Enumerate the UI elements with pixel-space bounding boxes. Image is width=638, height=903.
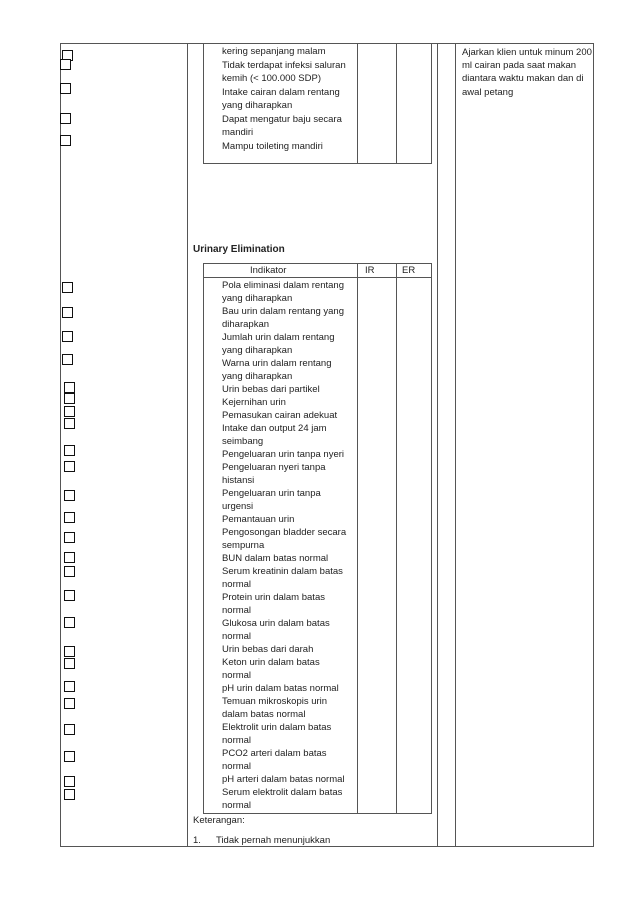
top-line: mandiri <box>222 127 254 138</box>
indicator-line-2: normal <box>222 670 252 681</box>
indicator-line-2: normal <box>222 631 252 642</box>
indicator-row <box>222 773 357 786</box>
indicator-line-2: yang diharapkan <box>222 293 293 304</box>
intervention-text: Ajarkan klien untuk minum 200 ml cairan pada saat makan diantara waktu makan dan di awal petang <box>462 47 592 98</box>
checkbox[interactable] <box>62 307 73 318</box>
indicator-line-1: Keton urin dalam batas <box>222 657 320 668</box>
indicator-line-1: Pemantauan urin <box>222 514 295 525</box>
indicator-row <box>222 565 357 591</box>
top-ir-column <box>357 43 358 164</box>
checkbox[interactable] <box>64 751 75 762</box>
indicator-row <box>222 331 357 357</box>
notes-item-number: 1. <box>193 835 201 846</box>
header-ir: IR <box>365 265 375 276</box>
indicator-line-2: diharapkan <box>222 319 270 330</box>
indicator-line-2: normal <box>222 605 252 616</box>
indicator-line-1: Elektrolit urin dalam batas <box>222 722 332 733</box>
indicator-line-1: Pengeluaran urin tanpa nyeri <box>222 449 345 460</box>
indicator-line-1: Glukosa urin dalam batas <box>222 618 330 629</box>
indicator-row <box>222 643 357 656</box>
urinary-ir-column <box>357 263 358 814</box>
checkbox[interactable] <box>62 282 73 293</box>
checkbox[interactable] <box>64 393 75 404</box>
indicator-line-1: Urin bebas dari partikel <box>222 384 320 395</box>
column-divider-1 <box>187 43 188 847</box>
checkbox[interactable] <box>64 681 75 692</box>
section-title: Urinary Elimination <box>193 244 285 255</box>
top-line: Dapat mengatur baju secara <box>222 113 342 125</box>
checkbox[interactable] <box>64 698 75 709</box>
indicator-line-2: seimbang <box>222 436 264 447</box>
checkbox[interactable] <box>60 135 71 146</box>
indicator-line-1: Pengeluaran nyeri tanpa <box>222 462 326 473</box>
indicator-row <box>222 721 357 747</box>
indicator-row <box>222 422 357 448</box>
indicator-line-1: Pola eliminasi dalam rentang <box>222 280 344 291</box>
indicator-row <box>222 305 357 331</box>
indicator-line-2: sempurna <box>222 540 265 551</box>
indicator-line-1: Pengeluaran urin tanpa <box>222 488 321 499</box>
top-line: Intake cairan dalam rentang <box>222 86 340 98</box>
indicator-row <box>222 279 357 305</box>
indicator-line-1: Serum kreatinin dalam batas <box>222 566 343 577</box>
checkbox[interactable] <box>64 724 75 735</box>
checkbox[interactable] <box>64 590 75 601</box>
indicator-line-1: Temuan mikroskopis urin <box>222 696 328 707</box>
indicator-row <box>222 487 357 513</box>
indicator-line-1: Serum elektrolit dalam batas <box>222 787 343 798</box>
indicator-line-2: urgensi <box>222 501 254 512</box>
checkbox[interactable] <box>64 406 75 417</box>
checkbox[interactable] <box>64 418 75 429</box>
header-indikator: Indikator <box>250 265 287 276</box>
indicator-row <box>222 786 357 812</box>
indicator-row <box>222 513 357 526</box>
checkbox[interactable] <box>62 354 73 365</box>
column-divider-2 <box>437 43 438 847</box>
indicator-line-1: Pengosongan bladder secara <box>222 527 347 538</box>
checkbox[interactable] <box>64 617 75 628</box>
top-line: Mampu toileting mandiri <box>222 140 323 152</box>
indicator-line-1: Urin bebas dari darah <box>222 644 314 655</box>
notes-item-text: Tidak pernah menunjukkan <box>216 835 331 846</box>
indicator-row <box>222 448 357 461</box>
indicator-row <box>222 383 357 396</box>
checkbox[interactable] <box>64 382 75 393</box>
checkbox[interactable] <box>62 331 73 342</box>
checkbox[interactable] <box>64 445 75 456</box>
checkbox[interactable] <box>64 512 75 523</box>
indicator-line-2: yang diharapkan <box>222 345 293 356</box>
column-divider-3 <box>455 43 456 847</box>
indicator-row <box>222 656 357 682</box>
indicator-row <box>222 747 357 773</box>
top-line: kemih (< 100.000 SDP) <box>222 73 322 84</box>
indicator-line-1: PCO2 arteri dalam batas <box>222 748 327 759</box>
checkbox[interactable] <box>64 490 75 501</box>
checkbox[interactable] <box>60 59 71 70</box>
indicator-line-2: normal <box>222 761 252 772</box>
checkbox[interactable] <box>64 566 75 577</box>
indicator-line-1: Bau urin dalam rentang yang <box>222 306 344 317</box>
notes-label: Keterangan: <box>193 815 245 826</box>
indicator-row <box>222 682 357 695</box>
checkbox[interactable] <box>64 776 75 787</box>
indicator-line-1: Jumlah urin dalam rentang <box>222 332 335 343</box>
checkbox[interactable] <box>64 646 75 657</box>
top-line: Tidak terdapat infeksi saluran <box>222 59 346 71</box>
indicator-line-1: Intake dan output 24 jam <box>222 423 327 434</box>
indicator-row <box>222 617 357 643</box>
urinary-header-line <box>203 277 432 278</box>
checkbox[interactable] <box>60 83 71 94</box>
indicator-row <box>222 526 357 552</box>
indicator-line-2: normal <box>222 800 252 811</box>
header-er: ER <box>402 265 416 276</box>
indicator-line-2: normal <box>222 579 252 590</box>
indicator-line-2: normal <box>222 735 252 746</box>
checkbox[interactable] <box>60 113 71 124</box>
indicator-row <box>222 591 357 617</box>
indicator-line-2: yang diharapkan <box>222 371 293 382</box>
checkbox[interactable] <box>64 789 75 800</box>
indicator-row <box>222 552 357 565</box>
urinary-er-column <box>396 263 397 814</box>
checkbox[interactable] <box>64 532 75 543</box>
top-table-lines <box>222 45 357 153</box>
checkbox[interactable] <box>64 461 75 472</box>
indicator-line-1: Warna urin dalam rentang <box>222 358 332 369</box>
indicator-row <box>222 461 357 487</box>
top-er-column <box>396 43 397 164</box>
indicator-line-1: BUN dalam batas normal <box>222 553 329 564</box>
indicator-row <box>222 357 357 383</box>
top-line: yang diharapkan <box>222 100 293 111</box>
checkbox[interactable] <box>64 658 75 669</box>
indicator-line-1: Kejernihan urin <box>222 397 286 408</box>
indicator-line-1: Pemasukan cairan adekuat <box>222 410 338 421</box>
indicator-line-1: pH urin dalam batas normal <box>222 683 339 694</box>
indicator-line-2: histansi <box>222 475 255 486</box>
checkbox[interactable] <box>64 552 75 563</box>
indicator-row <box>222 695 357 721</box>
indicator-line-2: dalam batas normal <box>222 709 306 720</box>
indicator-row <box>222 409 357 422</box>
indicator-row <box>222 396 357 409</box>
indicator-line-1: Protein urin dalam batas <box>222 592 325 603</box>
top-line: kering sepanjang malam <box>222 46 326 57</box>
indicator-line-1: pH arteri dalam batas normal <box>222 774 345 785</box>
